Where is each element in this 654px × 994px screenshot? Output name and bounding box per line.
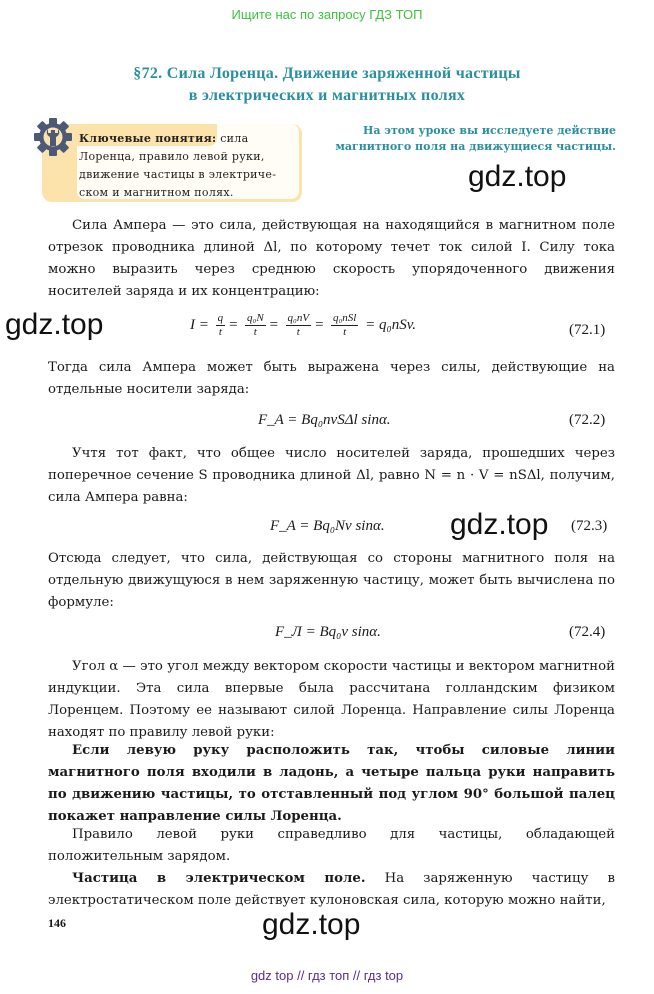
lesson-goal: На этом уроке вы исследуете действие магнитного поля на движущиеся частицы. — [335, 124, 616, 153]
equation-number: (72.3) — [571, 518, 608, 534]
paragraph-1: Сила Ампера — это сила, действующая на находящийся в магнитном поле отрезок проводника длиной Δl, по которому течет ток силой I. Силу тока можно выразить через среднюю скорость упорядоченного движения носителей заряда и их концентрацию: — [48, 218, 615, 299]
key-concepts-box — [42, 124, 302, 202]
paragraph-5: Угол α — это угол между вектором скорости частицы и вектором магнитной индукции. Эта сила впервые была рассчитана голландским физиком Лоренцем. Поэтому ее называют силой Лоренца. Направление силы Лоренца находят по правилу левой руки: — [48, 659, 615, 740]
paragraph-4: Отсюда следует, что сила, действующая со стороны магнитного поля на отдельную движущуюся в нем заряженную частицу, может быть вычислена по формуле: — [48, 551, 615, 610]
footer-links[interactable]: gdz top // гдз топ // гдз top — [250, 968, 404, 983]
watermark: gdz.top — [450, 508, 549, 541]
watermark: gdz.top — [468, 160, 567, 193]
formula-72-3: F_A = Bq₀Nv sinα. — [270, 518, 385, 534]
search-banner: Ищите нас по запросу ГДЗ ТОП — [231, 7, 423, 22]
paragraph-7: Правило левой руки справедливо для частицы, обладающей положительным зарядом. — [48, 827, 615, 864]
formula-72-4: F_Л = Bq₀v sinα. — [275, 624, 381, 640]
page-number: 146 — [48, 916, 66, 930]
title-line-1: §72. Сила Лоренца. Движение заряженной частицы — [133, 65, 521, 82]
formula-72-2: F_A = Bq₀nvSΔl sinα. — [258, 412, 391, 428]
paragraph-3: Учтя тот факт, что общее число носителей заряда, прошедших через поперечное сечение S проводника длиной Δl, равно N = n · V = nSΔl, получим, сила Ампера равна: — [48, 446, 615, 505]
watermark: gdz.top — [262, 908, 361, 941]
key-concepts-label: Ключевые понятия: — [79, 132, 217, 145]
title-line-2: в электрических и магнитных полях — [188, 87, 466, 104]
equation-number: (72.2) — [569, 412, 606, 428]
left-hand-rule: Если левую руку расположить так, чтобы силовые линии магнитного поля входили в ладонь, а четыре пальца руки направить по движению частицы, то отставленный под углом 90° большой палец покажет направление силы Лоренца. — [48, 743, 615, 824]
paragraph-8: Частица в электрическом поле. На заряженную частицу в электростатическом поле действует кулоновская сила, которую можно найти, — [48, 871, 615, 908]
paragraph-2: Тогда сила Ампера может быть выражена через силы, действующие на отдельные носители заряда: — [48, 360, 615, 397]
page-title — [0, 63, 654, 107]
watermark: gdz.top — [5, 308, 104, 341]
key-concepts-text: Ключевые понятия: сила Лоренца, правило левой руки, движение частицы в электриче- ском и магнитном полях. — [79, 132, 277, 199]
gear-wrench-icon — [32, 116, 74, 158]
equation-number: (72.4) — [569, 624, 606, 640]
formula-72-1: I = $\frac{q}{t}$ = $\frac{\text{q₀N}}{t}$ = $\frac{\text{q₀nV}}{t}$ = $\frac{\text{q₀nSl}}{t}$ = q₀nSv. — [190, 312, 416, 338]
equation-number: (72.1) — [569, 322, 606, 338]
